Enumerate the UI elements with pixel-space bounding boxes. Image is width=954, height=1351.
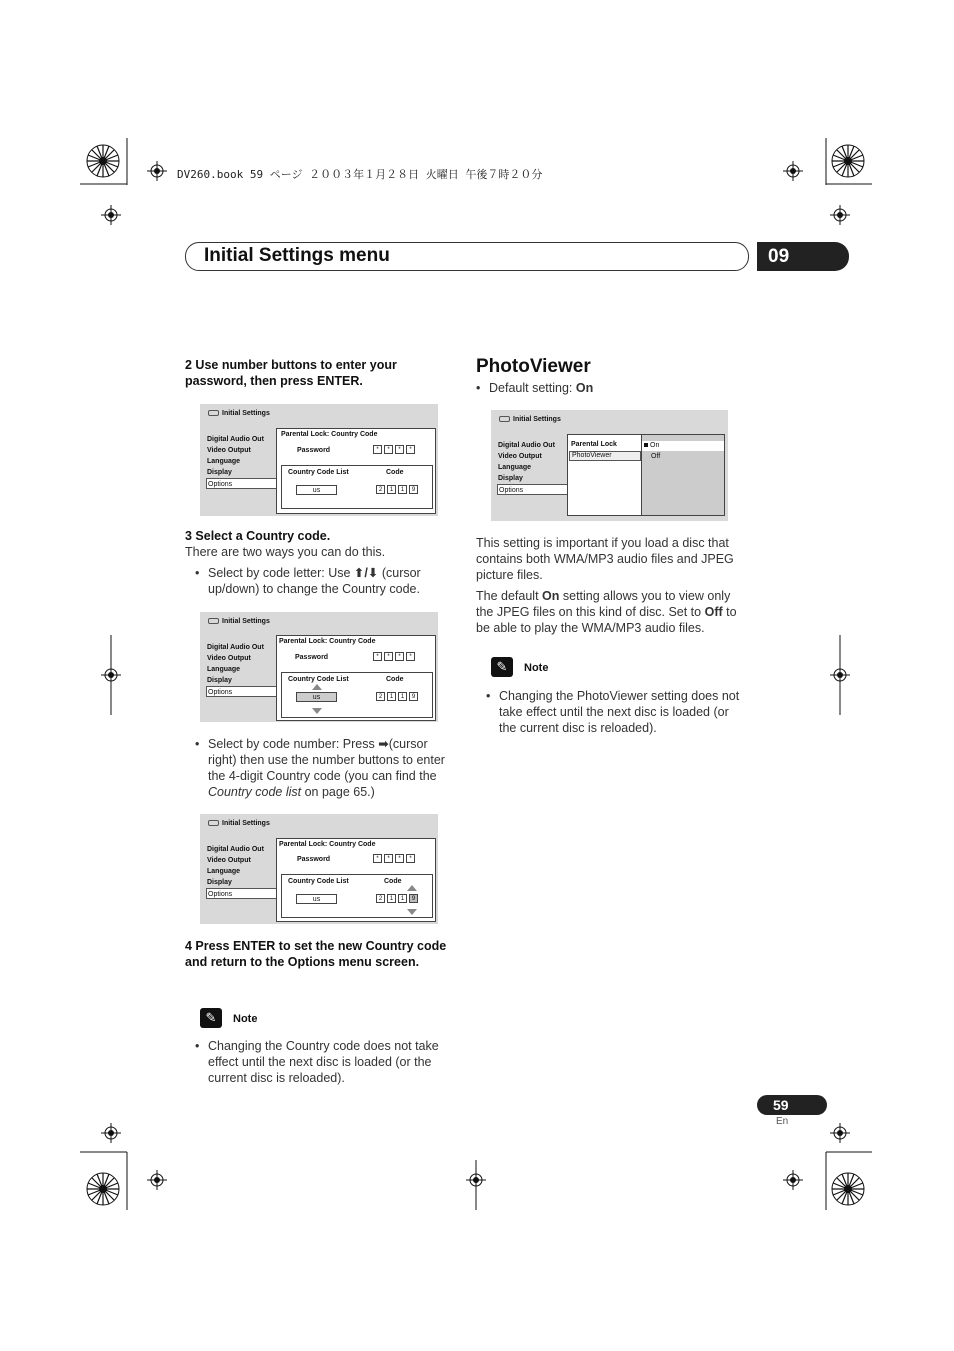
section-title: Initial Settings menu — [204, 245, 390, 266]
para-2: The default On setting allows you to view only the JPEG files on this kind of disc. Set to Off to be able to play the WMA/MP3 audio files. — [476, 589, 737, 635]
page-number: 59 — [757, 1095, 827, 1115]
osd-screen-password — [200, 404, 438, 516]
selected-bullet-icon — [644, 443, 648, 447]
osd-header: Initial Settings — [208, 820, 270, 827]
pencil-icon: ✎ — [200, 1008, 222, 1028]
osd-menu: Digital Audio Out Video Output Language Display Options — [206, 844, 276, 899]
osd-menu: Digital Audio Out Video Output Language Display Options — [206, 434, 276, 489]
options-panel: Parental Lock PhotoViewer On Off — [567, 434, 725, 516]
parental-lock-panel: Parental Lock: Country Code Password * * * * Country Code List Code us 2 1 1 9 — [276, 428, 436, 514]
photoviewer-heading: PhotoViewer — [476, 356, 591, 377]
osd-screen-code-letter — [200, 612, 438, 722]
osd-header: Initial Settings — [208, 618, 270, 625]
pencil-icon: ✎ — [491, 657, 513, 677]
note-label: Note — [233, 1013, 258, 1025]
parental-lock-panel: Parental Lock: Country Code Password * * * * Country Code List Code us 2 1 1 9 — [276, 838, 436, 922]
step-3-body: There are two ways you can do this. — [185, 545, 386, 559]
disc-icon — [499, 416, 510, 422]
note-label: Note — [524, 662, 549, 674]
step-4: 4 Press ENTER to set the new Country code and return to the Options menu screen. — [185, 939, 447, 969]
bullet-code-number: • Select by code number: Press ➡(cursor right) then use the number buttons to enter the 4-digit Country code (you can find the Country code list on page 65.) — [185, 736, 457, 800]
osd-menu: Digital Audio Out Video Output Language Display Options — [206, 642, 276, 697]
osd-header: Initial Settings — [208, 410, 270, 417]
disc-icon — [208, 618, 219, 624]
para-1: This setting is important if you load a disc that contains both WMA/MP3 audio files and JPEG picture files. — [476, 536, 734, 582]
note-text: • Changing the Country code does not take effect until the next disc is loaded (or the current disc is reloaded). — [185, 1038, 457, 1086]
section-title-bar — [185, 242, 749, 271]
disc-icon — [208, 410, 219, 416]
step-2: 2 Use number buttons to enter your password, then press ENTER. — [185, 358, 397, 388]
book-header: DV260.book 59 ページ ２００３年１月２８日 火曜日 午後７時２０分 — [177, 168, 543, 181]
page-lang: En — [776, 1116, 789, 1127]
disc-icon — [208, 820, 219, 826]
step-3: 3 Select a Country code. — [185, 529, 331, 543]
bullet-code-letter: • Select by code letter: Use ⬆/⬇ (cursor up/down) to change the Country code. — [185, 565, 455, 597]
parental-lock-panel: Parental Lock: Country Code Password * * * * Country Code List Code us 2 1 1 9 — [276, 635, 436, 721]
osd-menu: Digital Audio Out Video Output Language Display Options — [497, 440, 567, 495]
default-setting: • Default setting: On — [466, 380, 726, 396]
osd-header: Initial Settings — [499, 416, 561, 423]
chapter-number: 09 — [757, 242, 849, 271]
osd-screen-photoviewer — [491, 410, 728, 521]
osd-screen-code-number — [200, 814, 438, 924]
note-text: • Changing the PhotoViewer setting does not take effect until the next disc is loaded (or the current disc is reloaded). — [476, 688, 748, 736]
